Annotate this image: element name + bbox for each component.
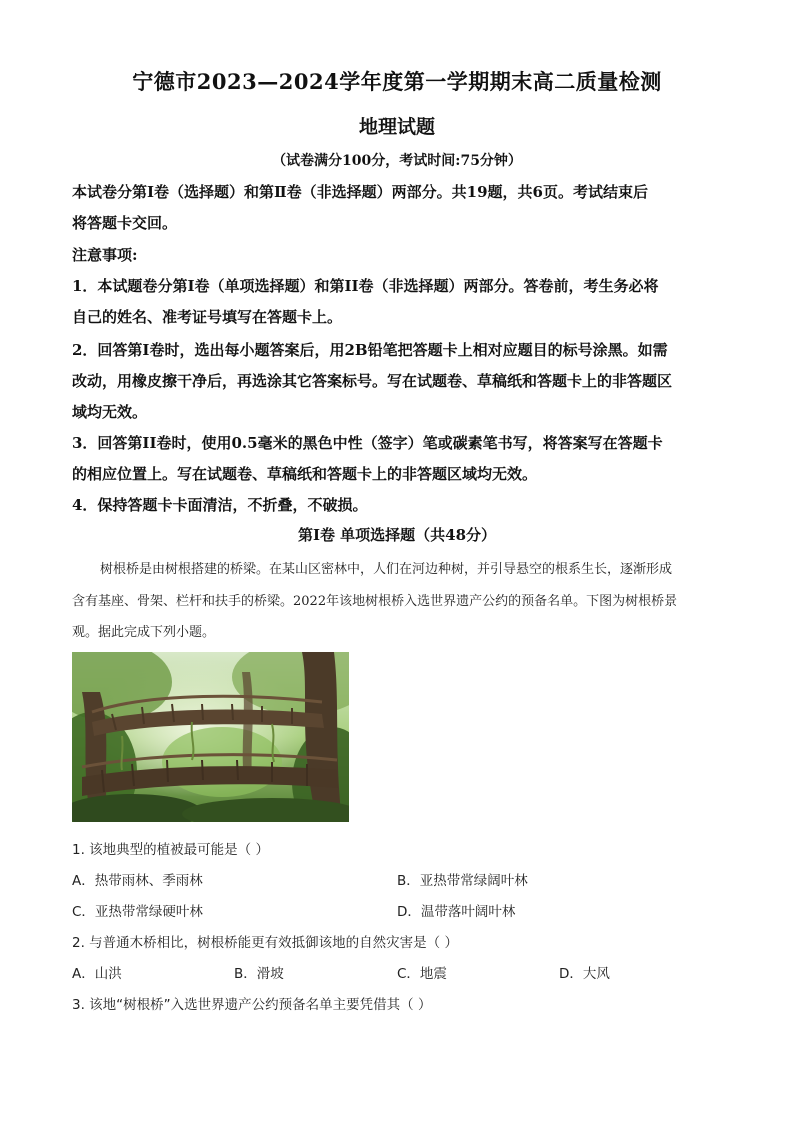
- exam-subject: 地理试题: [358, 116, 435, 138]
- passage-line-3: 观。据此完成下列小题。: [72, 625, 216, 640]
- question-2-option-b[interactable]: B．滑坡: [234, 966, 284, 982]
- passage-line-2: 含有基座、骨架、栏杆和扶手的桥梁。2022年该地树根桥入选世界遗产公约的预备名单。下图为树根桥景: [72, 594, 678, 609]
- question-1-option-d[interactable]: D．温带落叶阔叶林: [397, 904, 516, 920]
- question-1-option-b[interactable]: B．亚热带常绿阔叶林: [397, 873, 528, 889]
- question-3-stem: 3. 该地“树根桥”入选世界遗产公约预备名单主要凭借其（ ）: [72, 997, 432, 1013]
- question-1-option-c[interactable]: C．亚热带常绿硬叶林: [72, 904, 203, 920]
- notice-line: 域均无效。: [72, 403, 148, 421]
- notice-line: 2．回答第Ⅰ卷时，选出每小题答案后，用2B铅笔把答题卡上相对应题目的标号涂黑。如需: [72, 341, 668, 359]
- exam-title: 宁德市2023—2024学年度第一学期期末高二质量检测: [132, 69, 662, 94]
- exam-info: （试卷满分100分，考试时间:75分钟）: [272, 153, 522, 169]
- notice-line: 的相应位置上。写在试题卷、草稿纸和答题卡上的非答题区域均无效。: [72, 465, 538, 483]
- notice-line: 1．本试题卷分第Ⅰ卷（单项选择题）和第II卷（非选择题）两部分。答卷前，考生务必将: [72, 277, 659, 295]
- question-2-option-a[interactable]: A．山洪: [72, 966, 122, 982]
- root-bridge-photo: [72, 652, 349, 822]
- notice-line: 4．保持答题卡卡面清洁，不折叠，不破损。: [72, 496, 368, 514]
- intro-line-1: 本试卷分第Ⅰ卷（选择题）和第Ⅱ卷（非选择题）两部分。共19题，共6页。考试结束后: [72, 183, 648, 201]
- question-1-option-a[interactable]: A．热带雨林、季雨林: [72, 873, 203, 889]
- question-2-option-d[interactable]: D．大风: [559, 966, 610, 982]
- question-2-option-c[interactable]: C．地震: [397, 966, 447, 982]
- passage-line-1: 树根桥是由树根搭建的桥梁。在某山区密林中，人们在河边种树，并引导悬空的根系生长，逐渐形成: [100, 562, 673, 577]
- notice-heading: 注意事项:: [72, 246, 138, 264]
- section-title: 第Ⅰ卷 单项选择题（共48分）: [297, 526, 497, 544]
- question-2-stem: 2. 与普通木桥相比，树根桥能更有效抵御该地的自然灾害是（ ）: [72, 935, 458, 951]
- notice-line: 3．回答第II卷时，使用0.5毫米的黑色中性（签字）笔或碳素笔书写，将答案写在答题卡: [72, 434, 663, 452]
- notice-line: 自己的姓名、准考证号填写在答题卡上。: [72, 308, 343, 326]
- question-1-stem: 1. 该地典型的植被最可能是（ ）: [72, 842, 269, 858]
- intro-line-2: 将答题卡交回。: [72, 214, 178, 232]
- notice-line: 改动，用橡皮擦干净后，再选涂其它答案标号。写在试题卷、草稿纸和答题卡上的非答题区: [72, 372, 673, 390]
